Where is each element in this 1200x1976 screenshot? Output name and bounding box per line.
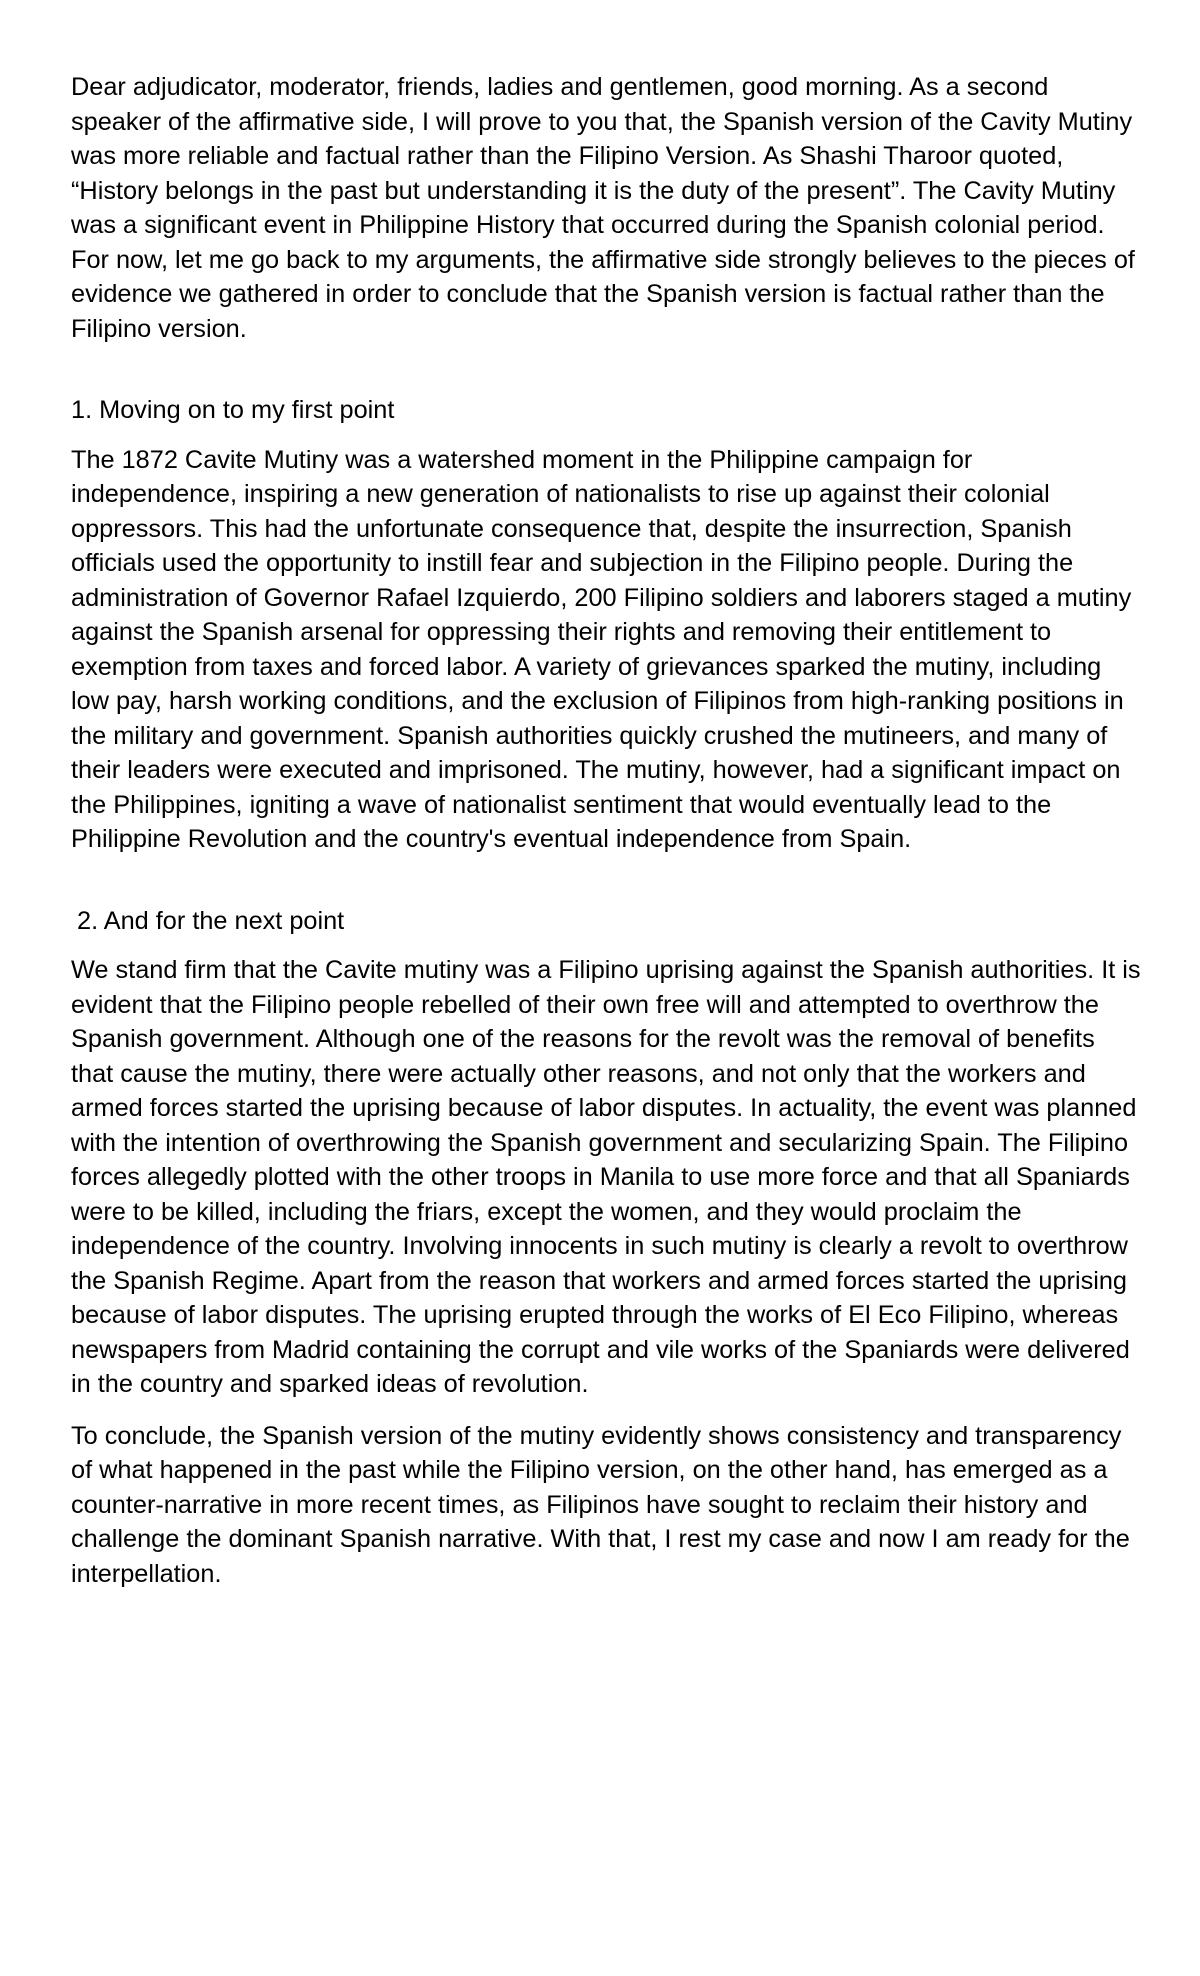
conclusion-paragraph: To conclude, the Spanish version of the mutiny evidently shows consistency and transparency of what happened in the past while the Filipino version, on the other hand, has emerged as a counter-narrative in more recent times, as Filipinos have sought to reclaim their history and challenge the dominant Spanish narrative. With that, I rest my case and now I am ready for the interpellation. bbox=[71, 1421, 1130, 1588]
document-page bbox=[71, 70, 1141, 1591]
intro-paragraph: Dear adjudicator, moderator, friends, ladies and gentlemen, good morning. As a second speaker of the affirmative side, I will prove to you that, the Spanish version of the Cavity Mutiny was more reliable and factual rather than the Filipino Version. As Shashi Tharoor quoted, “History belongs in the past but understanding it is the duty of the present”. The Cavity Mutiny was a significant event in Philippine History that occurred during the Spanish colonial period. For now, let me go back to my arguments, the affirmative side strongly believes to the pieces of evidence we gathered in order to conclude that the Spanish version is factual rather than the Filipino version. bbox=[71, 73, 1135, 343]
point2-paragraph: We stand firm that the Cavite mutiny was a Filipino uprising against the Spanish authorities. It is evident that the Filipino people rebelled of their own free will and attempted to overthrow the Spanish government. Although one of the reasons for the revolt was the removal of benefits that cause the mutiny, there were actually other reasons, and not only that the workers and armed forces started the uprising because of labor disputes. In actuality, the event was planned with the intention of overthrowing the Spanish government and secularizing Spain. The Filipino forces allegedly plotted with the other troops in Manila to use more force and that all Spaniards were to be killed, including the friars, except the women, and they would proclaim the independence of the country. Involving innocents in such mutiny is clearly a revolt to overthrow the Spanish Regime. Apart from the reason that workers and armed forces started the uprising because of labor disputes. The uprising erupted through the works of El Eco Filipino, whereas newspapers from Madrid containing the corrupt and vile works of the Spaniards were delivered in the country and sparked ideas of revolution. bbox=[71, 956, 1141, 1398]
point1-heading: 1. Moving on to my first point bbox=[71, 396, 395, 424]
point1-paragraph: The 1872 Cavite Mutiny was a watershed moment in the Philippine campaign for independence, inspiring a new generation of nationalists to rise up against their colonial oppressors. This had the unfortunate consequence that, despite the insurrection, Spanish officials used the opportunity to instill fear and subjection in the Filipino people. During the administration of Governor Rafael Izquierdo, 200 Filipino soldiers and laborers staged a mutiny against the Spanish arsenal for oppressing their rights and removing their entitlement to exemption from taxes and forced labor. A variety of grievances sparked the mutiny, including low pay, harsh working conditions, and the exclusion of Filipinos from high-ranking positions in the military and government. Spanish authorities quickly crushed the mutineers, and many of their leaders were executed and imprisoned. The mutiny, however, had a significant impact on the Philippines, igniting a wave of nationalist sentiment that would eventually lead to the Philippine Revolution and the country's eventual independence from Spain. bbox=[71, 445, 1132, 853]
point2-heading: 2. And for the next point bbox=[77, 906, 345, 935]
